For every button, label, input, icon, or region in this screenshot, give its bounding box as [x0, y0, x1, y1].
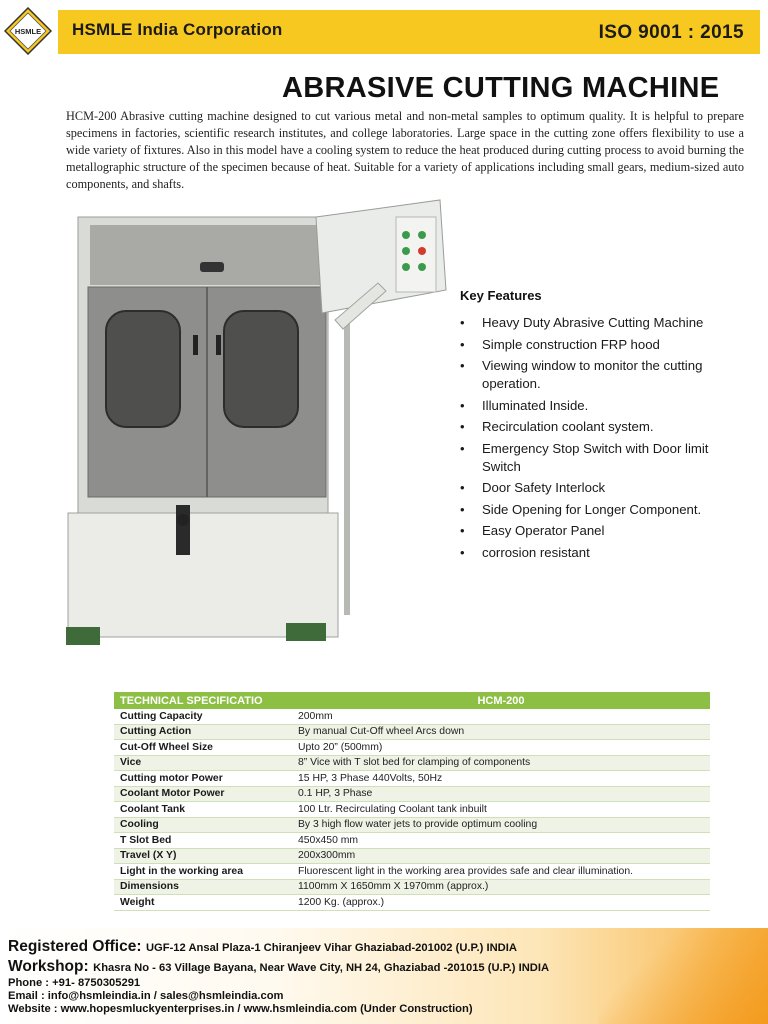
- spec-value: 200x300mm: [292, 848, 710, 864]
- feature-item: [460, 336, 750, 354]
- feature-text: Easy Operator Panel: [482, 523, 605, 538]
- table-row: [114, 879, 710, 895]
- spec-label: Vice: [114, 755, 292, 771]
- key-features-title: Key Features: [460, 288, 542, 303]
- workshop-line: [8, 958, 549, 976]
- header: [0, 0, 768, 62]
- bullet-icon: •: [460, 440, 465, 456]
- spec-value: Upto 20” (500mm): [292, 740, 710, 756]
- spec-value: 0.1 HP, 3 Phase: [292, 786, 710, 802]
- table-row: [114, 895, 710, 911]
- spec-value: Fluorescent light in the working area provides safe and clear illumination.: [292, 864, 710, 880]
- spec-value: 8” Vice with T slot bed for clamping of components: [292, 755, 710, 771]
- table-row: [114, 833, 710, 849]
- spec-label: Cutting Action: [114, 724, 292, 740]
- feature-text: Simple construction FRP hood: [482, 336, 660, 352]
- footer: [0, 928, 768, 1024]
- spec-value: By manual Cut-Off wheel Arcs down: [292, 724, 710, 740]
- key-features-list: [460, 314, 750, 565]
- bullet-icon: •: [460, 419, 465, 434]
- feature-item: [460, 418, 750, 436]
- table-row: [114, 817, 710, 833]
- feature-text: Viewing window to monitor the cutting operation.: [482, 358, 703, 391]
- table-row: [114, 709, 710, 724]
- registered-office-address: UGF-12 Ansal Plaza-1 Chiranjeev Vihar Ghaziabad-201002 (U.P.) INDIA: [145, 942, 517, 954]
- bullet-icon: •: [460, 544, 465, 560]
- bullet-icon: •: [460, 480, 465, 495]
- spec-header-model: HCM-200: [292, 692, 710, 709]
- spec-value: 1200 Kg. (approx.): [292, 895, 710, 911]
- spec-value: 100 Ltr. Recirculating Coolant tank inbuilt: [292, 802, 710, 818]
- spec-label: Weight: [114, 895, 292, 911]
- feature-text: Heavy Duty Abrasive Cutting Machine: [482, 315, 704, 330]
- bullet-icon: •: [460, 336, 465, 352]
- spec-value: 1100mm X 1650mm X 1970mm (approx.): [292, 879, 710, 895]
- table-row: [114, 740, 710, 756]
- feature-item: [460, 479, 750, 497]
- company-name: HSMLE India Corporation: [72, 20, 283, 39]
- workshop-address: Khasra No - 63 Village Bayana, Near Wave City, NH 24, Ghaziabad -201015 (U.P.) INDIA: [93, 962, 550, 974]
- feature-item: [460, 544, 750, 562]
- spec-label: Cut-Off Wheel Size: [114, 740, 292, 756]
- bullet-icon: •: [460, 358, 465, 373]
- table-row: [114, 755, 710, 771]
- feature-item: [460, 501, 750, 519]
- feature-text: Emergency Stop Switch with Door limit Switch: [482, 440, 709, 474]
- spec-label: Cooling: [114, 817, 292, 833]
- table-row: [114, 864, 710, 880]
- registered-office-line: [8, 938, 517, 956]
- intro-paragraph: HCM-200 Abrasive cutting machine designed to cut various metal and non-metal samples to optimum quality. It is helpful to prepare specimens in factories, scientific research institutes, and college laboratories. Large space in the cutting zone offers flexibility to use a wide variety of fixtures. Also in this model have a cooling system to reduce the heat produced during cutting process to avoid burning the metallographic structure of the specimen because of heat. Suitable for a variety of applications including small gears, medium-sized auto components, and shafts.: [66, 109, 744, 191]
- table-row: [114, 802, 710, 818]
- table-row: [114, 848, 710, 864]
- workshop-label: Workshop:: [8, 958, 89, 975]
- spec-value: 200mm: [292, 709, 710, 724]
- spec-label: Cutting Capacity: [114, 709, 292, 724]
- spec-label: Travel (X Y): [114, 848, 292, 864]
- bullet-icon: •: [460, 315, 465, 330]
- technical-spec-table: [114, 692, 710, 911]
- feature-item: [460, 357, 750, 393]
- spec-label: Dimensions: [114, 879, 292, 895]
- bullet-icon: •: [460, 523, 465, 538]
- spec-value: 15 HP, 3 Phase 440Volts, 50Hz: [292, 771, 710, 787]
- feature-item: [460, 314, 750, 332]
- feature-item: [460, 397, 750, 415]
- spec-label: Coolant Tank: [114, 802, 292, 818]
- bullet-icon: •: [460, 501, 465, 517]
- feature-text: Illuminated Inside.: [482, 397, 589, 413]
- registered-office-label: Registered Office:: [8, 938, 142, 955]
- feature-item: [460, 440, 750, 476]
- table-header-row: [114, 692, 710, 709]
- feature-text: Side Opening for Longer Component.: [482, 501, 702, 517]
- spec-label: Light in the working area: [114, 864, 292, 880]
- spec-label: Coolant Motor Power: [114, 786, 292, 802]
- footer-accent: [598, 928, 768, 1024]
- spec-value: By 3 high flow water jets to provide optimum cooling: [292, 817, 710, 833]
- feature-text: Door Safety Interlock: [482, 480, 606, 495]
- phone-text: Phone : +91- 8750305291: [8, 977, 141, 989]
- feature-text: Recirculation coolant system.: [482, 419, 654, 434]
- feature-item: [460, 522, 750, 540]
- table-row: [114, 786, 710, 802]
- table-row: [114, 724, 710, 740]
- email-text: Email : info@hsmleindia.in / sales@hsmleindia.com: [8, 990, 284, 1002]
- spec-label: T Slot Bed: [114, 833, 292, 849]
- spec-value: 450x450 mm: [292, 833, 710, 849]
- hsmle-logo: [4, 7, 52, 55]
- iso-certification: ISO 9001 : 2015: [598, 22, 744, 43]
- bullet-icon: •: [460, 397, 465, 413]
- spec-header-label: TECHNICAL SPECIFICATIO: [114, 692, 292, 709]
- page-title: ABRASIVE CUTTING MACHINE: [282, 72, 720, 104]
- website-text: Website : www.hopesmluckyenterprises.in / www.hsmleindia.com (Under Construction): [8, 1003, 473, 1015]
- logo-text: HSMLE: [14, 27, 42, 36]
- table-row: [114, 771, 710, 787]
- spec-label: Cutting motor Power: [114, 771, 292, 787]
- header-band: [58, 10, 760, 54]
- machine-image: [60, 195, 460, 665]
- feature-text: corrosion resistant: [482, 544, 590, 560]
